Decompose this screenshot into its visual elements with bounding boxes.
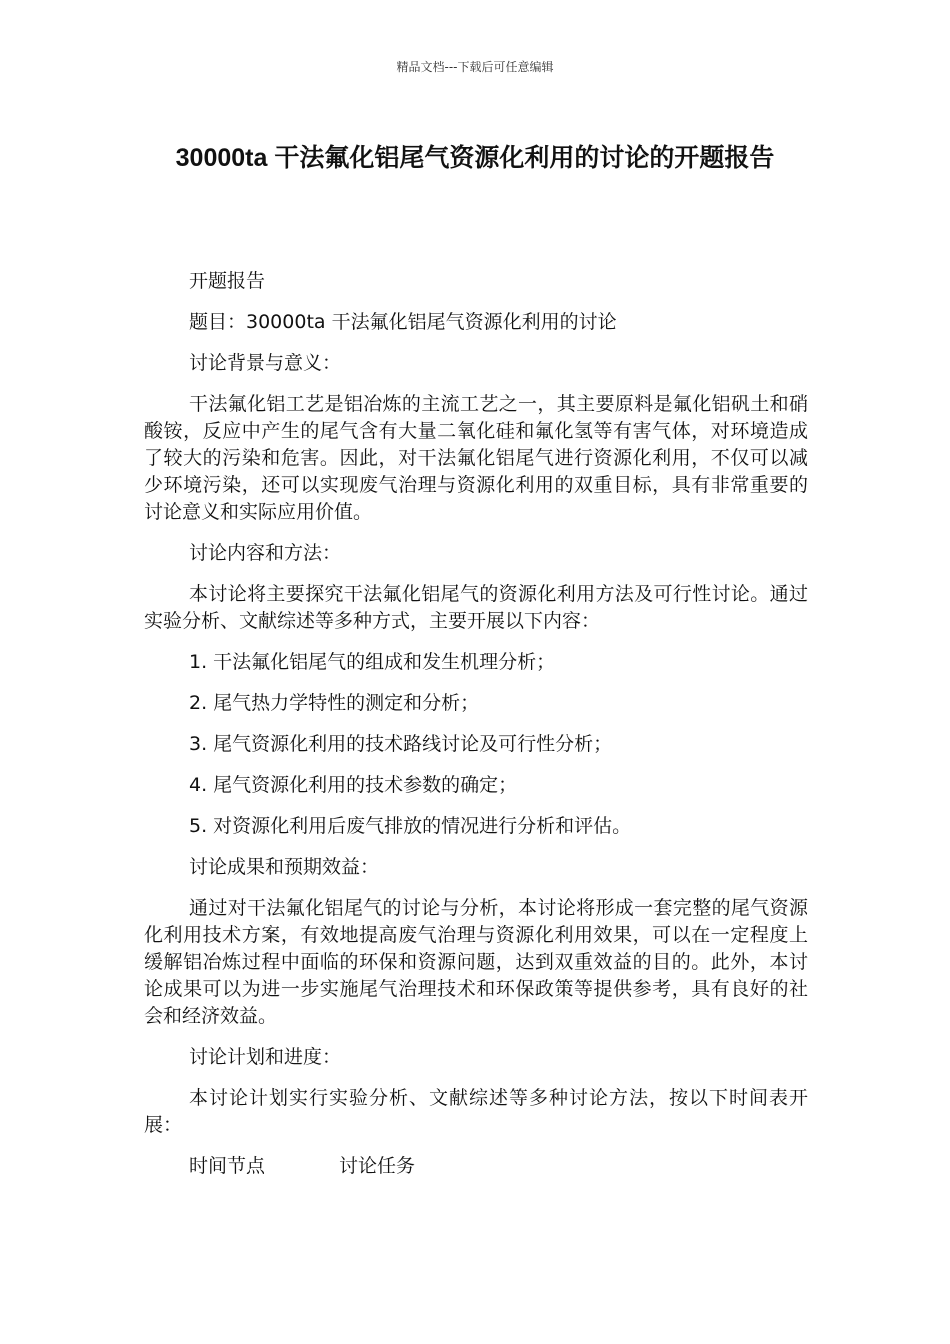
background-paragraph: 干法氟化铝工艺是铝冶炼的主流工艺之一，其主要原料是氟化铝矾土和硝酸铵，反应中产生的尾气含有大量二氧化硅和氟化氢等有害气体，对环境造成了较大的污染和危害。因此，对干法氟化铝尾气进行资源化利用，不仅可以减少环境污染，还可以实现废气治理与资源化利用的双重目标，具有非常重要的讨论意义和实际应用价值。 xyxy=(144,393,808,523)
document-body xyxy=(144,268,808,1180)
header-note: 精品文档---下载后可任意编辑 xyxy=(396,60,554,74)
list-item: 4. 尾气资源化利用的技术参数的确定； xyxy=(189,774,518,796)
plan-paragraph: 本讨论计划实行实验分析、文献综述等多种讨论方法，按以下时间表开展： xyxy=(144,1087,808,1136)
schedule-table-header xyxy=(144,1153,808,1180)
content-heading: 讨论内容和方法： xyxy=(189,542,342,564)
list-item: 5. 对资源化利用后废气排放的情况进行分析和评估。 xyxy=(189,815,632,837)
results-paragraph: 通过对干法氟化铝尾气的讨论与分析，本讨论将形成一套完整的尾气资源化利用技术方案，有效地提高废气治理与资源化利用效果，可以在一定程度上缓解铝冶炼过程中面临的环保和资源问题，达到双重效益的目的。此外，本讨论成果可以为进一步实施尾气治理技术和环保政策等提供参考，具有良好的社会和经济效益。 xyxy=(144,897,808,1027)
content-paragraph: 本讨论将主要探究干法氟化铝尾气的资源化利用方法及可行性讨论。通过实验分析、文献综述等多种方式，主要开展以下内容： xyxy=(144,583,808,632)
list-item: 3. 尾气资源化利用的技术路线讨论及可行性分析； xyxy=(189,733,613,755)
schedule-col-time: 时间节点 xyxy=(189,1155,266,1177)
topic-line: 题目：30000ta 干法氟化铝尾气资源化利用的讨论 xyxy=(189,311,617,333)
results-heading: 讨论成果和预期效益： xyxy=(189,856,380,878)
schedule-col-task: 讨论任务 xyxy=(339,1155,416,1177)
background-heading: 讨论背景与意义： xyxy=(189,352,342,374)
plan-heading: 讨论计划和进度： xyxy=(189,1046,342,1068)
list-item: 1. 干法氟化铝尾气的组成和发生机理分析； xyxy=(189,651,556,673)
label-report: 开题报告 xyxy=(189,270,266,292)
list-item: 2. 尾气热力学特性的测定和分析； xyxy=(189,692,480,714)
document-title: 30000ta 干法氟化铝尾气资源化利用的讨论的开题报告 xyxy=(175,144,775,172)
